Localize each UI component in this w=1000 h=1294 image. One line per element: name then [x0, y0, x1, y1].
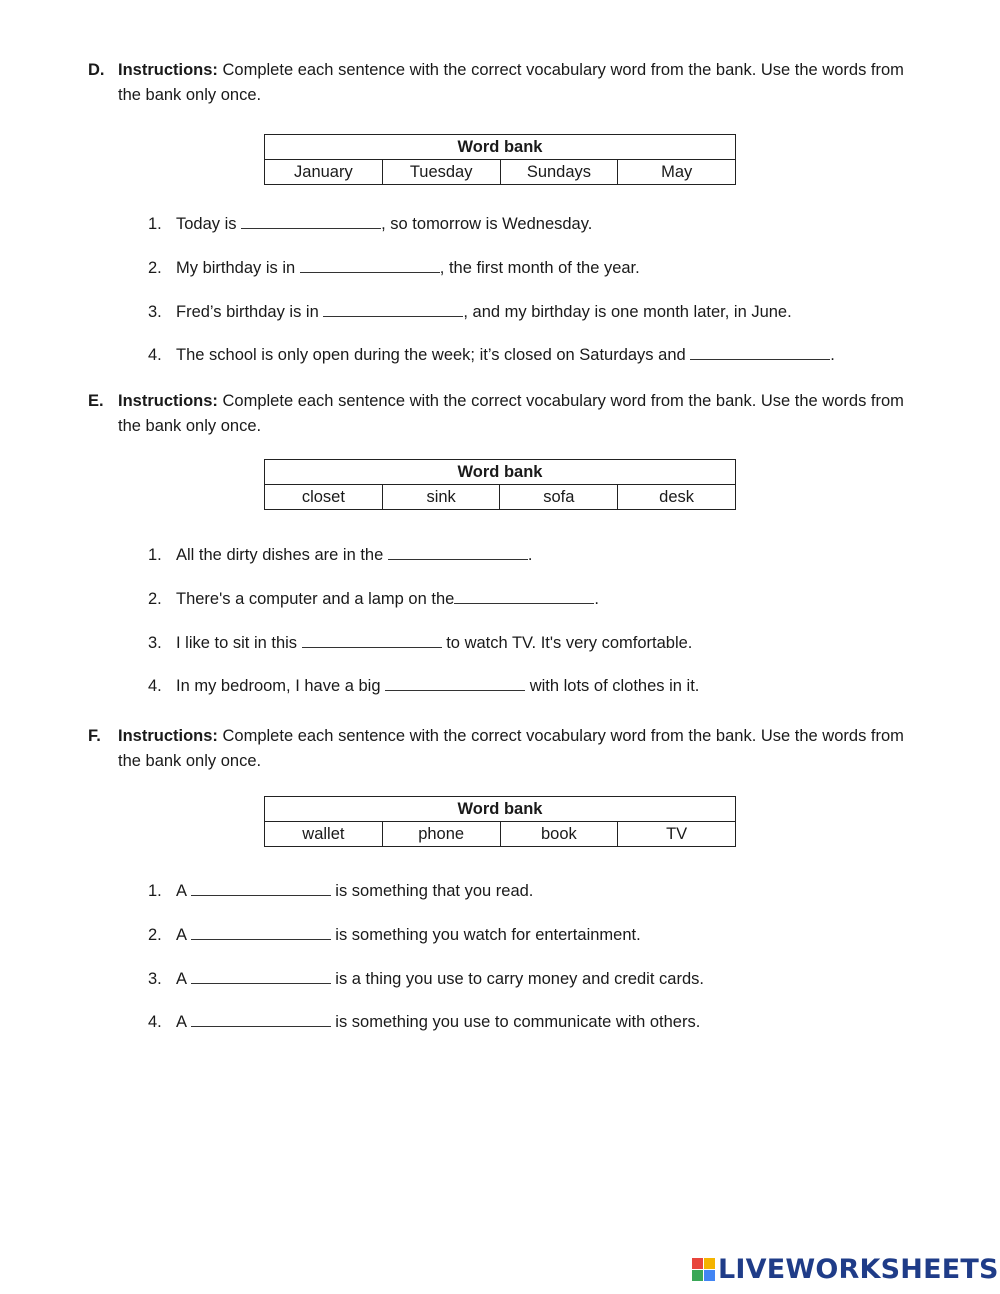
list-item [148, 212, 592, 236]
word-bank-word: closet [265, 485, 383, 510]
item-text-after: to watch TV. It's very comfortable. [441, 634, 693, 652]
item-text-after: , and my birthday is one month later, in June. [463, 303, 792, 321]
section-letter: E. [88, 392, 104, 410]
item-number: 4. [148, 677, 162, 695]
list-item [148, 1010, 700, 1034]
list-item [148, 543, 532, 567]
item-number: 3. [148, 303, 162, 321]
instructions-text: Complete each sentence with the correct vocabulary word from the bank. Use the words from the bank only once. [118, 392, 904, 435]
instructions-label: Instructions: [118, 392, 218, 410]
list-item [148, 256, 640, 280]
word-bank-word: book [500, 822, 618, 847]
item-number: 2. [148, 926, 162, 944]
instructions-text: Complete each sentence with the correct vocabulary word from the bank. Use the words from the bank only once. [118, 727, 904, 770]
section-f [88, 724, 928, 1031]
answer-blank[interactable] [191, 1012, 331, 1027]
item-text-after: is something you watch for entertainment. [330, 926, 641, 944]
answer-blank[interactable] [191, 925, 331, 940]
word-bank-word: May [618, 160, 736, 185]
section-letter: F. [88, 727, 101, 745]
logo-text: LIVEWORKSHEETS [718, 1253, 999, 1285]
answer-blank[interactable] [385, 676, 525, 691]
answer-blank[interactable] [191, 881, 331, 896]
item-number: 2. [148, 590, 162, 608]
list-item [148, 300, 792, 324]
word-bank-title: Word bank [265, 797, 736, 822]
word-bank-word: sink [382, 485, 500, 510]
list-item [148, 343, 835, 367]
item-number: 2. [148, 259, 162, 277]
item-text-before: There's a computer and a lamp on the [176, 590, 455, 608]
instructions-text: Complete each sentence with the correct vocabulary word from the bank. Use the words from the bank only once. [118, 61, 904, 104]
instructions-label: Instructions: [118, 61, 218, 79]
answer-blank[interactable] [454, 589, 594, 604]
list-item [148, 674, 699, 698]
item-number: 3. [148, 634, 162, 652]
instructions-label: Instructions: [118, 727, 218, 745]
item-text-after: , so tomorrow is Wednesday. [381, 215, 593, 233]
word-bank-word: Tuesday [382, 160, 500, 185]
instructions [88, 724, 928, 774]
word-bank-word: phone [382, 822, 500, 847]
item-text-after: is something you use to communicate with others. [330, 1013, 701, 1031]
answer-blank[interactable] [323, 302, 463, 317]
answer-blank[interactable] [191, 969, 331, 984]
word-bank-title: Word bank [265, 135, 736, 160]
liveworksheets-logo [692, 1254, 999, 1284]
list-item [148, 879, 533, 903]
item-number: 4. [148, 1013, 162, 1031]
word-bank [264, 796, 736, 847]
item-text-before: All the dirty dishes are in the [176, 546, 388, 564]
section-e [88, 389, 928, 695]
item-text-before: Fred’s birthday is in [176, 303, 324, 321]
item-text-before: Today is [176, 215, 242, 233]
logo-blocks-icon [692, 1258, 715, 1281]
item-number: 3. [148, 970, 162, 988]
item-text-after: . [527, 546, 533, 564]
item-text-before: A [176, 926, 191, 944]
word-bank-word: TV [618, 822, 736, 847]
item-text-after: , the first month of the year. [439, 259, 640, 277]
item-text-before: I like to sit in this [176, 634, 302, 652]
list-item [148, 923, 641, 947]
item-text-before: A [176, 970, 191, 988]
item-text-after: is something that you read. [330, 882, 534, 900]
item-number: 1. [148, 546, 162, 564]
word-bank-word: wallet [265, 822, 383, 847]
section-letter: D. [88, 61, 105, 79]
item-text-before: A [176, 1013, 191, 1031]
word-bank-word: sofa [500, 485, 618, 510]
answer-blank[interactable] [241, 214, 381, 229]
instructions [88, 58, 928, 108]
word-bank [264, 134, 736, 185]
item-text-after: is a thing you use to carry money and credit cards. [330, 970, 704, 988]
list-item [148, 631, 692, 655]
item-text-after: with lots of clothes in it. [525, 677, 700, 695]
answer-blank[interactable] [388, 545, 528, 560]
item-text-after: . [594, 590, 599, 608]
section-d [88, 58, 928, 364]
item-number: 1. [148, 882, 162, 900]
item-text-before: A [176, 882, 191, 900]
answer-blank[interactable] [300, 258, 440, 273]
item-text-before: In my bedroom, I have a big [176, 677, 386, 695]
item-text-before: The school is only open during the week; it’s closed on Saturdays and [176, 346, 691, 364]
instructions [88, 389, 928, 439]
answer-blank[interactable] [302, 633, 442, 648]
word-bank-word: desk [618, 485, 736, 510]
list-item [148, 967, 704, 991]
word-bank-word: Sundays [500, 160, 618, 185]
item-number: 1. [148, 215, 162, 233]
item-text-after: . [830, 346, 835, 364]
item-text-before: My birthday is in [176, 259, 300, 277]
word-bank-title: Word bank [265, 460, 736, 485]
word-bank [264, 459, 736, 510]
list-item [148, 587, 599, 611]
answer-blank[interactable] [690, 345, 830, 360]
item-number: 4. [148, 346, 162, 364]
word-bank-word: January [265, 160, 383, 185]
